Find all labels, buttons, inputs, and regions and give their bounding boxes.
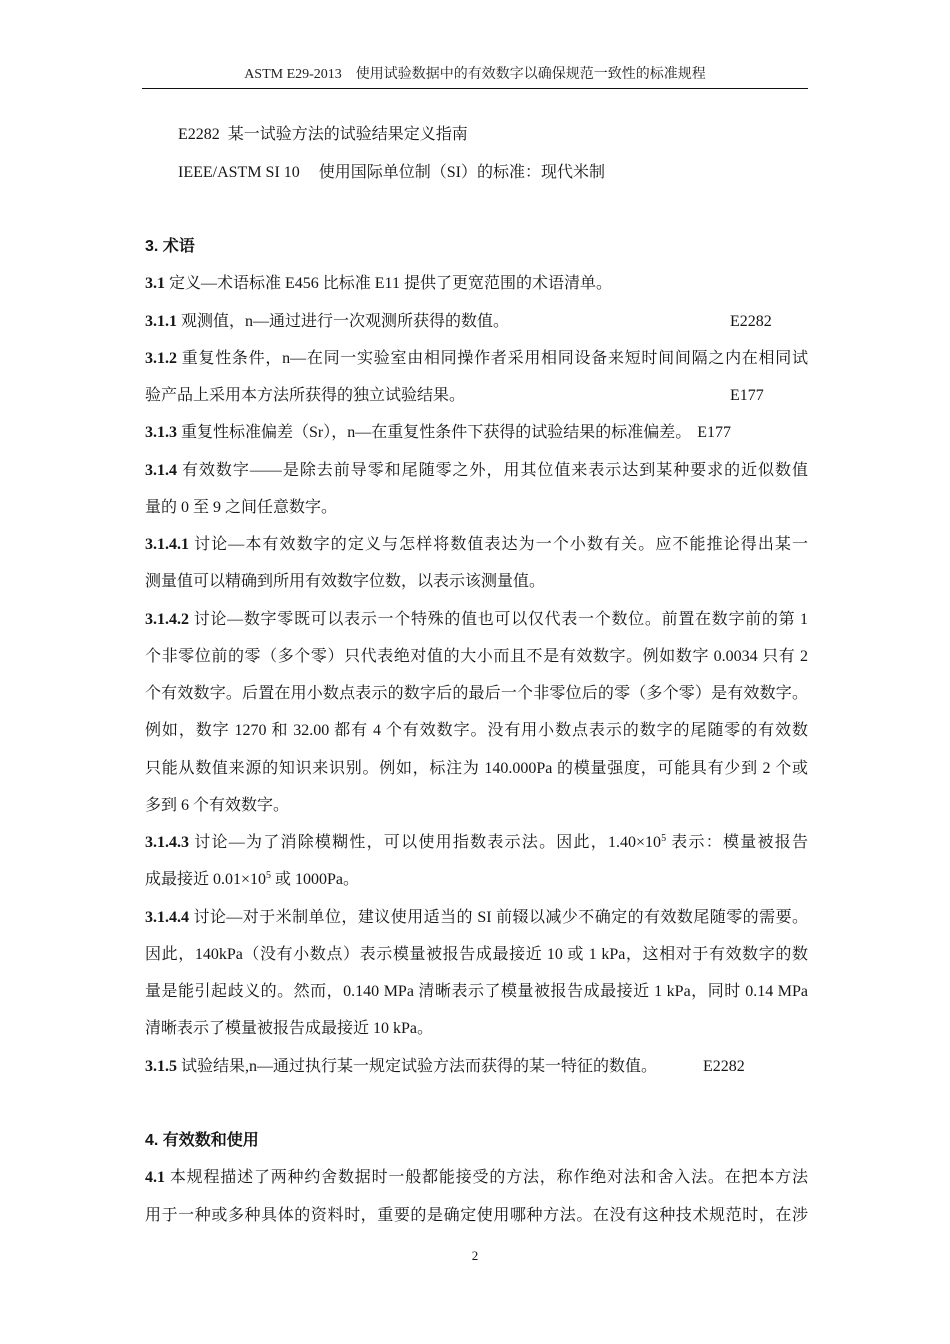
clause-line [145, 824, 808, 861]
running-header-title: ASTM E29-2013 使用试验数据中的有效数字以确保规范一致性的标准规程 [244, 67, 706, 82]
clause-line [145, 1010, 808, 1047]
clause-text: 或 1000Pa。 [271, 871, 360, 889]
clause-3-1-1 [145, 303, 808, 340]
clause-line [145, 750, 808, 787]
clause-line [145, 712, 808, 749]
clause-line [145, 1159, 808, 1196]
reference-title: 使用国际单位制（SI）的标准：现代米制 [318, 163, 606, 181]
document-body [145, 116, 808, 1234]
clause-text: 本规程描述了两种约舍数据时一般都能接受的方法，称作绝对法和舍入法。在把本方法 [169, 1169, 808, 1187]
clause-line [145, 861, 808, 898]
standard-citation: E2282 [730, 312, 772, 330]
paragraph-spacer [145, 191, 808, 228]
clause-line [145, 973, 808, 1010]
clause-4-1 [145, 1159, 808, 1234]
clause-line [145, 601, 808, 638]
clause-line [145, 899, 808, 936]
clause-line [145, 675, 808, 712]
clause-line [145, 452, 808, 489]
clause-text: 测量值可以精确到所用有效数字位数，以表示该测量值。 [145, 573, 546, 591]
clause-text: 个有效数字。后置在用小数点表示的数字后的最后一个非零位后的零（多个零）是有效数字。 [145, 685, 808, 703]
clause-line [145, 489, 808, 526]
clause-text: 成最接近 0.01×10 [145, 871, 267, 889]
clause-text: 讨论—对于米制单位，建议使用适当的 SI 前辍以减少不确定的有效数尾随零的需要。 [193, 908, 809, 926]
clause-text: 观测值，n—通过进行一次观测所获得的数值。 [181, 312, 510, 330]
clause-text: 用于一种或多种具体的资料时，重要的是确定使用哪种方法。在没有这种技术规范时，在涉 [145, 1206, 808, 1224]
running-header [142, 64, 808, 86]
clause-3-1-4-1 [145, 526, 808, 601]
standard-citation: E177 [730, 387, 764, 405]
clause-3-1-3 [145, 414, 808, 451]
clause-text: 量的 0 至 9 之间任意数字。 [145, 498, 338, 516]
clause-text: 清晰表示了模量被报告成最接近 10 kPa。 [145, 1020, 434, 1038]
page-number: 2 [471, 1248, 479, 1263]
clause-line [145, 340, 808, 377]
section-heading: 3. 术语 [145, 238, 195, 256]
clause-number: 3.1.4.2 [145, 610, 189, 628]
clause-line [145, 638, 808, 675]
clause-3-1-4-3 [145, 824, 808, 899]
exponent-superscript: 5 [266, 870, 272, 882]
clause-number: 3.1.4.4 [145, 908, 189, 926]
clause-text: 因此，140kPa（没有小数点）表示模量被报告成最接近 10 或 1 kPa，这相对于有效数字的数 [145, 945, 808, 963]
section-heading: 4. 有效数和使用 [145, 1132, 259, 1150]
clause-text: 讨论—数字零既可以表示一个特殊的值也可以仅代表一个数位。前置在数字前的第 1 [193, 610, 808, 628]
clause-3-1-4-2 [145, 601, 808, 825]
clause-text: 定义—术语标准 E456 比标准 E11 提供了更宽范围的术语清单。 [169, 275, 612, 293]
clause-text: 试验结果,n—通过执行某一规定试验方法而获得的某一特征的数值。 [181, 1057, 658, 1075]
clause-3-1-5 [145, 1048, 808, 1085]
clause-number: 3.1.4.3 [145, 834, 189, 852]
standard-citation: E177 [697, 424, 732, 442]
reference-item [145, 116, 808, 153]
clause-text: 个非零位前的零（多个零）只代表绝对值的大小而且不是有效数字。例如数字 0.0034 只有 2 [145, 647, 808, 665]
clause-number: 3.1.5 [145, 1057, 177, 1075]
clause-text: 有效数字——是除去前导零和尾随零之外，用其位值来表示达到某种要求的近似数值 [181, 461, 808, 479]
clause-text: 讨论—为了消除模糊性，可以使用指数表示法。因此，1.40×10 [194, 834, 662, 852]
clause-line [145, 787, 808, 824]
clause-text: 讨论—本有效数字的定义与怎样将数值表达为一个小数有关。应不能推论得出某一 [194, 536, 808, 554]
clause-text: 表示：模量被报告 [666, 834, 808, 852]
clause-3-1 [145, 265, 808, 302]
reference-code: E2282 [178, 126, 220, 144]
reference-item [145, 154, 808, 191]
clause-line [145, 1197, 808, 1234]
clause-line [145, 936, 808, 973]
reference-code: IEEE/ASTM SI 10 [178, 163, 300, 181]
clause-text: 重复性条件，n—在同一实验室由相同操作者采用相同设备来短时间间隔之内在相同试 [181, 349, 808, 367]
clause-number: 4.1 [145, 1169, 165, 1187]
header-rule [142, 88, 808, 89]
standard-citation: E2282 [703, 1057, 745, 1075]
clause-number: 3.1.2 [145, 349, 177, 367]
clause-text: 只能从数值来源的知识来识别。例如，标注为 140.000Pa 的模量强度，可能具有少到 2 个或 [145, 759, 808, 777]
clause-number: 3.1.4 [145, 461, 177, 479]
clause-number: 3.1 [145, 275, 165, 293]
clause-text: 验产品上采用本方法所获得的独立试验结果。 [145, 387, 466, 405]
clause-text: 例如，数字 1270 和 32.00 都有 4 个有效数字。没有用小数点表示的数字的尾随零的有效数 [145, 722, 808, 740]
paragraph-spacer [145, 1085, 808, 1122]
clause-number: 3.1.4.1 [145, 536, 189, 554]
clause-3-1-4 [145, 452, 808, 527]
reference-title: 某一试验方法的试验结果定义指南 [227, 126, 468, 144]
clause-line [145, 526, 808, 563]
clause-text: 多到 6 个有效数字。 [145, 796, 290, 814]
clause-text: 重复性标准偏差（Sr），n—在重复性条件下获得的试验结果的标准偏差。 [181, 424, 692, 442]
clause-3-1-4-4 [145, 899, 808, 1048]
clause-3-1-2 [145, 340, 808, 415]
clause-text: 量是能引起歧义的。然而，0.140 MPa 清晰表示了模量被报告成最接近 1 kPa，同时 0.14 MPa [145, 983, 808, 1001]
clause-number: 3.1.1 [145, 312, 177, 330]
exponent-superscript: 5 [661, 833, 667, 845]
clause-line [145, 563, 808, 600]
clause-line [145, 377, 808, 414]
clause-number: 3.1.3 [145, 424, 177, 442]
